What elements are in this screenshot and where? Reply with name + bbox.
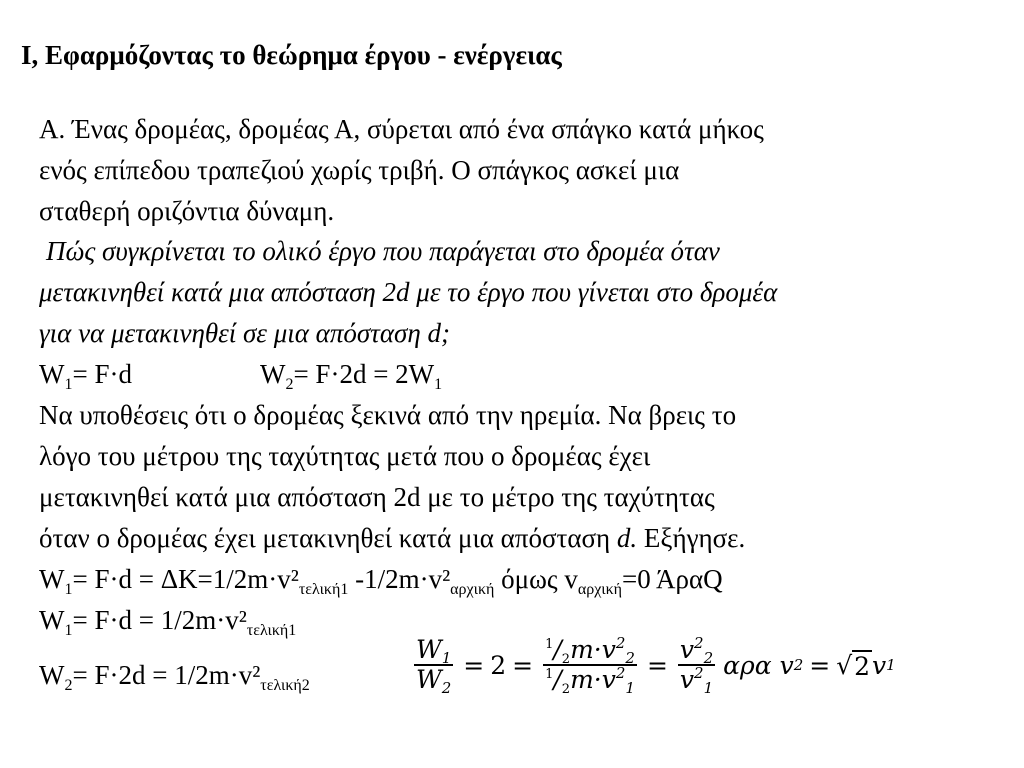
eq2-initial-sub: αρχική [450,581,495,598]
energy-equation-3 [39,658,310,692]
velocity-ratio-fraction [678,634,715,697]
frac1-num: W [416,635,442,664]
question-line-2: μετακινηθεί κατά μια απόσταση 2d με το έργο που γίνεται στο δρομέα [39,277,778,307]
frac1-num-sub: 1 [441,649,452,667]
problem-line-1: Α. Ένας δρομέας, δρομέας Α, σύρεται από ένα σπάγκο κατά μήκος [39,114,764,144]
equals-1: = [463,650,485,680]
eq2-part-e: =0 ΆραQ [622,564,723,594]
v1-result: v [872,650,887,680]
w1-symbol: W [39,359,65,389]
sqrt-value: 2 [854,651,871,681]
v2-sub-2: 2 [703,649,714,667]
half-den-2: 2 [561,682,571,697]
ara-word: αρα [723,650,772,680]
v-sup-3: 2 [694,634,704,652]
v1-sub-1: 1 [625,679,635,697]
assume-line-4-explain: Εξήγησε. [637,523,746,553]
half-num-1: 1 [545,637,554,652]
assume-line-3: μετακινηθεί κατά μια απόσταση 2d με το μέτρο της ταχύτητας [39,482,715,512]
w2-symbol: W [259,359,286,389]
eq2-part-c: -1/2m·v² [348,564,451,594]
v1-sub-2: 1 [703,679,714,697]
frac1-den-sub: 2 [441,679,452,697]
w2-rhs: = F·2d = 2W [293,359,435,389]
v2-sub-1: 2 [625,649,635,667]
v-sup-2: 2 [615,664,626,682]
problem-line-3: σταθερή οριζόντια δύναμη. [39,196,335,226]
eq3-w-sub: 1 [64,622,73,639]
eq4-final-sub: τελική2 [260,677,310,694]
energy-equation-2 [39,603,296,637]
w1-rhs: = F·d [72,359,132,389]
v-num: v [679,635,695,664]
v-sup-1: 2 [615,634,626,652]
eq2-w: W [39,564,65,594]
energy-equation-1 [39,562,723,596]
half-num-2: 1 [545,667,554,682]
assume-line-4 [39,521,745,555]
assume-line-2: λόγο του μέτρου της ταχύτητας μετά που ο δρομέας έχει [39,441,651,471]
eq2-part-b: = F·d = ΔK=1/2m·v² [72,564,299,594]
assume-line-1: Να υποθέσεις ότι ο δρομέας ξεκινά από την ηρεμία. Να βρεις το [39,400,737,430]
mv-1: m·v [570,635,616,664]
sqrt-icon: √ [836,650,853,680]
w2-rhs-subscript: 1 [434,376,443,393]
eq2-part-d: όμως v [494,564,578,594]
v2-result: v [779,650,794,680]
equals-2: = [512,650,534,680]
eq2-w-sub: 1 [64,581,73,598]
v-sup-4: 2 [694,664,704,682]
w2-subscript: 2 [285,376,294,393]
eq3-final-sub: τελική1 [246,622,297,639]
work-equation [39,357,442,391]
w-ratio-fraction [414,635,453,697]
eq3-w: W [39,605,65,635]
energy-ratio-fraction: $\frac{^1/_2m\cdot v^2_2}{^1/_2m\cdot v^2_1}$ [545,634,635,697]
question-line-3: για να μετακινηθεί σε μια απόσταση d; [39,318,450,348]
half-den-1: 2 [561,652,571,667]
assume-line-4-text: όταν ο δρομέας έχει μετακινηθεί κατά μια απόσταση [39,523,617,553]
eq2-final-sub: τελική1 [298,581,349,598]
mv-2: m·v [570,665,616,694]
question-line-1: Πώς συγκρίνεται το ολικό έργο που παράγεται στο δρομέα όταν [46,236,720,266]
problem-line-2: ενός επίπεδου τραπεζιού χωρίς τριβή. Ο σπάγκος ασκεί μια [39,155,680,185]
equals-4: = [809,650,831,680]
eq4-part-b: = F·2d = 1/2m·v² [72,660,261,690]
equals-3: = [646,650,668,680]
assume-line-4-d: d. [616,523,638,553]
w1-subscript: 1 [64,376,73,393]
ratio-formula: $\frac{W_1}{W_2}$ = 2 = $\frac{^1/_2m\cdot v^2_2}{^1/_2m\cdot v^2_1}$ = $\frac{v^2_2}{v^2_1}$ αρα v 2 = √ 2 v 1 [416,634,896,697]
page-title: I, Εφαρμόζοντας το θεώρημα έργου - ενέργειας [21,40,562,70]
eq3-part-b: = F·d = 1/2m·v² [72,605,247,635]
eq2-initial-sub-2: αρχική [577,581,623,598]
eq4-w: W [39,660,65,690]
v-den: v [679,665,695,694]
frac1-den: W [416,665,442,694]
eq4-w-sub: 2 [64,677,73,694]
ratio-two: 2 [490,650,507,680]
